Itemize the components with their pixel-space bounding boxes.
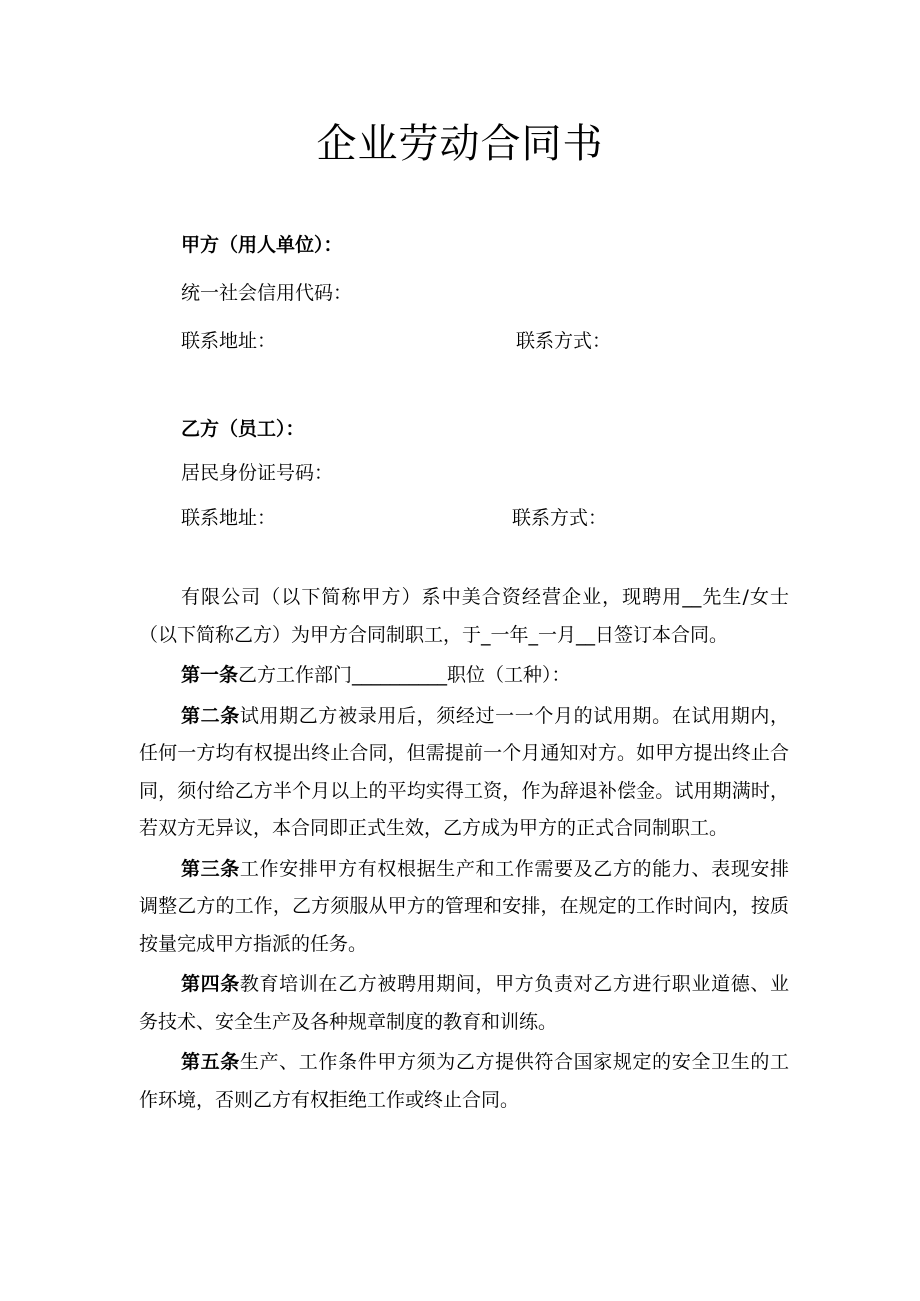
party-b-address-label: 联系地址： (181, 507, 277, 529)
article-title: 第五条 (181, 1051, 240, 1073)
article-4 (139, 966, 789, 1041)
article-text: 试用期乙方被录用后，须经过一一个月的试用期。在试用期内，任何一方均有权提出终止合同，但需提前一个月通知对方。如甲方提出终止合同，须付给乙方半个月以上的平均实得工资，作为辞退补偿金。试用期满时，若双方无异议，本合同即正式生效，乙方成为甲方的正式合同制职工。 (139, 704, 789, 839)
article-title: 第四条 (181, 973, 240, 995)
party-b-contact-label: 联系方式： (512, 507, 608, 529)
article-title: 第二条 (181, 704, 240, 727)
article-text: 有限公司（以下简称甲方）系中美合资经营企业，现聘用__先生/女士（以下简称乙方）为甲方合同制职工，于_一年_一月__日签订本合同。 (139, 586, 789, 646)
document-title: 企业劳动合同书 (316, 121, 604, 167)
article-3 (139, 851, 789, 964)
party-a-credit-code-label: 统一社会信用代码： (181, 282, 353, 304)
party-a-contact-label: 联系方式： (516, 330, 612, 352)
intro-paragraph (139, 579, 789, 654)
article-title: 第三条 (181, 857, 240, 880)
article-5 (139, 1044, 789, 1119)
article-title: 第一条 (181, 664, 239, 686)
contract-body (139, 579, 789, 1122)
article-text: 生产、工作条件甲方须为乙方提供符合国家规定的安全卫生的工作环境，否则乙方有权拒绝工作或终止合同。 (139, 1051, 789, 1111)
party-b-id-label: 居民身份证号码： (181, 462, 334, 484)
article-2 (139, 698, 789, 848)
party-a-heading: 甲方（用人单位）： (181, 234, 343, 256)
article-text: 乙方工作部门__________职位（工种）： (238, 664, 571, 686)
article-text: 教育培训在乙方被聘用期间，甲方负责对乙方进行职业道德、业务技术、安全生产及各种规章制度的教育和训练。 (139, 973, 789, 1033)
party-b-heading: 乙方（员工）： (181, 418, 305, 440)
article-1 (139, 657, 789, 695)
article-text: 工作安排甲方有权根据生产和工作需要及乙方的能力、表现安排调整乙方的工作，乙方须服从甲方的管理和安排，在规定的工作时间内，按质按量完成甲方指派的任务。 (139, 857, 789, 955)
party-a-address-label: 联系地址： (181, 330, 277, 352)
